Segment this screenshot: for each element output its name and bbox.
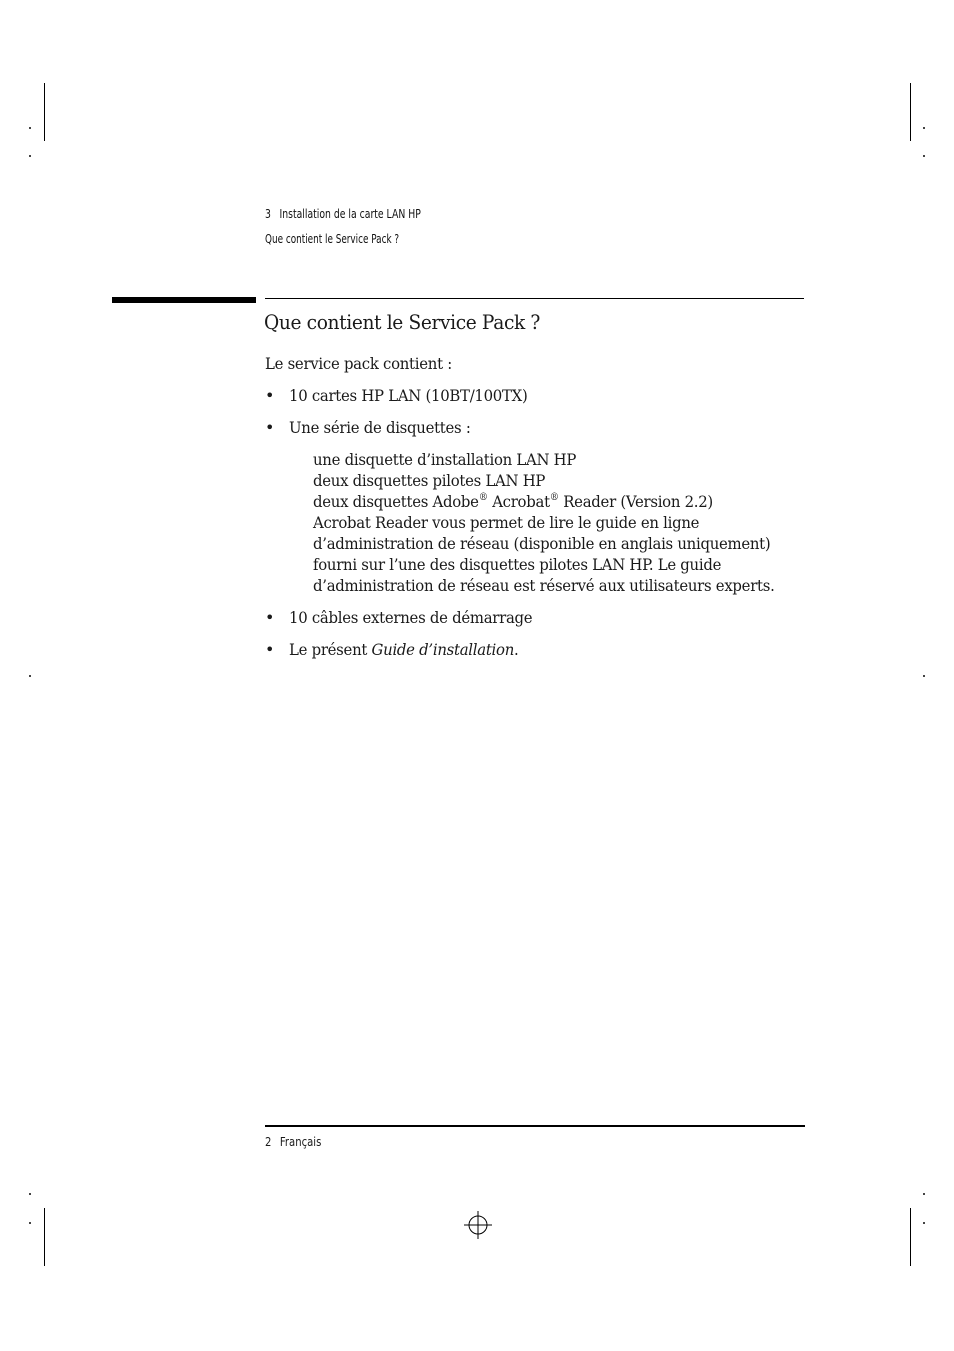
acrobat-text: Acrobat bbox=[487, 492, 550, 511]
trim-dot bbox=[923, 127, 925, 129]
running-head bbox=[265, 207, 446, 246]
trim-dot bbox=[923, 155, 925, 157]
page-number: 2 bbox=[265, 1135, 272, 1149]
note-line: fourni sur l’une des disquettes pilotes LAN HP. Le guide bbox=[313, 555, 722, 574]
page-footer bbox=[265, 1135, 321, 1149]
list-item-text: Une série de disquettes : bbox=[289, 418, 471, 437]
trim-dot bbox=[923, 1193, 925, 1195]
section-rule-thick bbox=[112, 297, 256, 303]
footer-language: Français bbox=[279, 1135, 322, 1149]
list-item-prefix: Le présent bbox=[289, 640, 372, 659]
running-head-section: Que contient le Service Pack ? bbox=[265, 232, 400, 246]
footer-rule bbox=[265, 1125, 805, 1127]
section-rule-thin bbox=[265, 298, 804, 299]
list-item-end: . bbox=[514, 640, 519, 659]
list-item-text: 10 câbles externes de démarrage bbox=[289, 608, 533, 627]
adobe-text: deux disquettes Adobe bbox=[313, 492, 479, 511]
diskette-line-adobe bbox=[313, 491, 771, 512]
chapter-number: 3 bbox=[265, 207, 271, 221]
diskette-line: une disquette d’installation LAN HP bbox=[313, 450, 577, 469]
intro-paragraph: Le service pack contient : bbox=[265, 354, 452, 373]
list-item bbox=[265, 607, 805, 628]
trim-dot bbox=[29, 1193, 31, 1195]
bullet: • bbox=[265, 418, 275, 437]
note-line: d’administration de réseau (disponible en anglais uniquement) bbox=[313, 534, 771, 553]
crop-mark-bottom-left bbox=[44, 1208, 45, 1266]
diskette-line: deux disquettes pilotes LAN HP bbox=[313, 471, 546, 490]
bullet: • bbox=[265, 640, 275, 659]
trim-dot bbox=[29, 675, 31, 677]
list-item-text: 10 cartes HP LAN (10BT/100TX) bbox=[289, 386, 528, 405]
registered-mark: ® bbox=[478, 492, 488, 503]
crop-mark-bottom-right bbox=[910, 1208, 911, 1266]
list-item bbox=[265, 639, 805, 660]
diskette-list bbox=[313, 449, 805, 596]
list-item bbox=[265, 385, 805, 406]
section-body bbox=[265, 353, 805, 671]
chapter-title: Installation de la carte LAN HP bbox=[279, 207, 421, 221]
trim-dot bbox=[923, 1222, 925, 1224]
bullet: • bbox=[265, 386, 275, 405]
reader-text: Reader (Version 2.2) bbox=[558, 492, 713, 511]
trim-dot bbox=[29, 1222, 31, 1224]
note-line: Acrobat Reader vous permet de lire le guide en ligne bbox=[313, 513, 700, 532]
note-line: d’administration de réseau est réservé aux utilisateurs experts. bbox=[313, 576, 775, 595]
crop-mark-top-left bbox=[44, 83, 45, 141]
running-head-chapter bbox=[265, 207, 421, 223]
trim-dot bbox=[29, 127, 31, 129]
list-item bbox=[265, 417, 805, 596]
trim-dot bbox=[29, 155, 31, 157]
registered-mark: ® bbox=[549, 492, 559, 503]
list-item-text bbox=[289, 639, 769, 660]
crop-mark-top-right bbox=[910, 83, 911, 141]
bullet: • bbox=[265, 608, 275, 627]
contents-list bbox=[265, 385, 805, 660]
registration-mark-icon bbox=[463, 1210, 493, 1240]
section-title: Que contient le Service Pack ? bbox=[264, 310, 541, 334]
trim-dot bbox=[923, 675, 925, 677]
guide-title: Guide d’installation bbox=[371, 640, 515, 659]
